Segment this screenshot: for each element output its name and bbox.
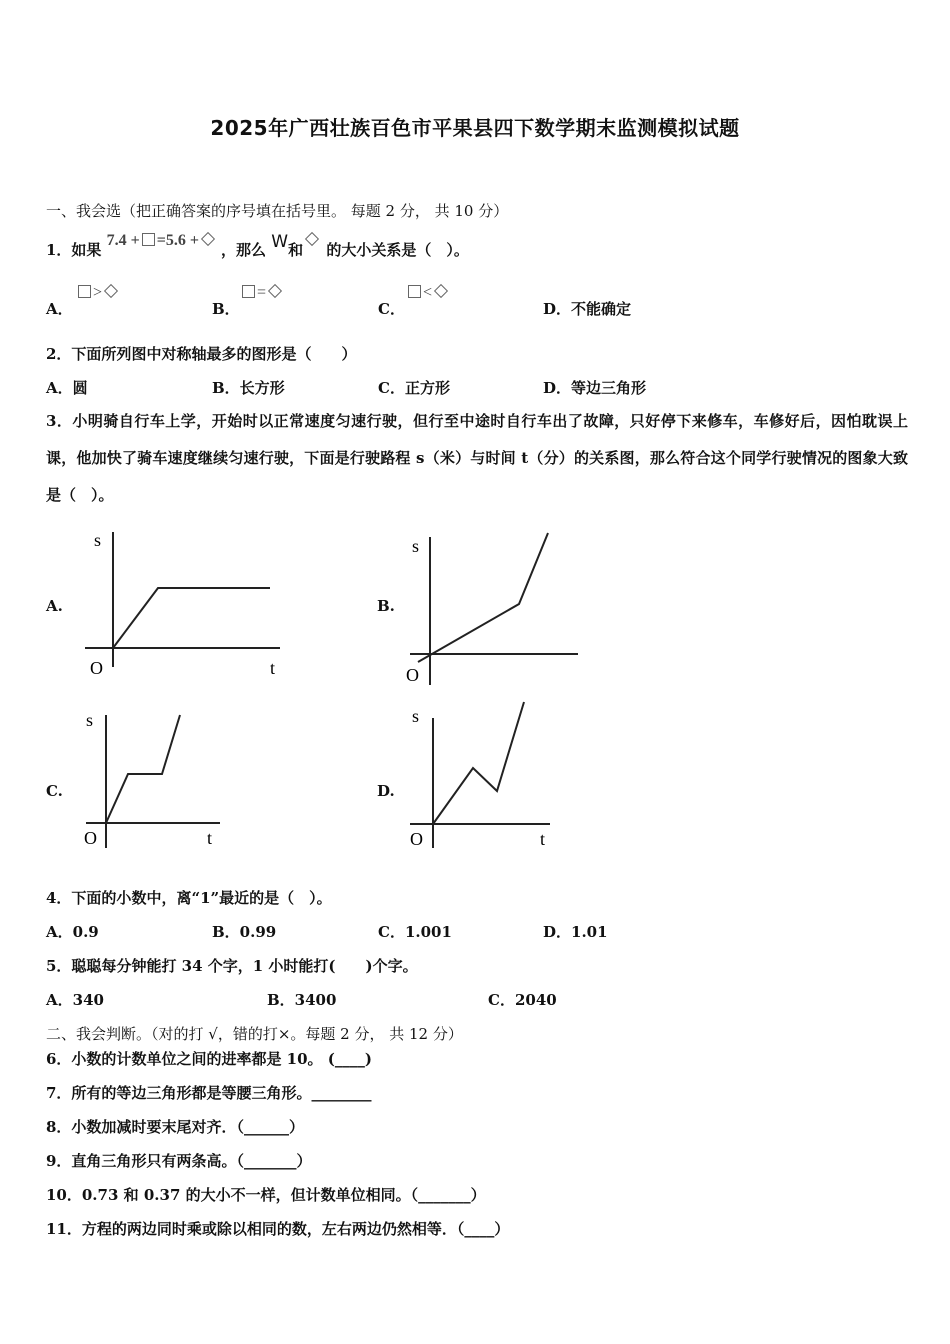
judgement-item: 9．直角三角形只有两条高。（_______）	[46, 1152, 312, 1170]
section1-heading: 一、我会选（把正确答案的序号填在括号里。 每题 2 分， 共 10 分）	[46, 202, 509, 220]
graph-a-x-label: t	[270, 658, 276, 678]
q2-text: 2．下面所列图中对称轴最多的图形是（ ）	[46, 345, 357, 363]
graph-a	[80, 522, 290, 682]
q1-option-d	[543, 299, 631, 319]
graph-b-curve	[418, 533, 548, 662]
q1-option-a-letter: A．	[46, 300, 73, 318]
q1-option-d-letter: D．	[543, 300, 572, 318]
page-title: 2025年广西壮族百色市平果县四下数学期末监测模拟试题	[210, 116, 740, 140]
q2-option-c: C．正方形	[378, 379, 450, 397]
graph-d-origin: O	[410, 829, 423, 849]
q1-formula-left: 7.4 +	[106, 232, 140, 249]
q1-formula	[107, 232, 221, 249]
relation-symbol: >	[93, 284, 103, 301]
q4-option-a: A．0.9	[46, 923, 99, 941]
square-icon	[78, 285, 91, 298]
q1-option-a-formula	[76, 284, 120, 302]
judgement-item: 10．0.73 和 0.37 的大小不一样，但计数单位相同。（_______）	[46, 1186, 486, 1204]
q2-option-b: B．长方形	[212, 379, 285, 397]
q1-option-c-formula	[406, 284, 450, 302]
q4-option-c: C．1.001	[378, 923, 452, 941]
q1-option-b-formula	[240, 284, 284, 302]
graph-a-origin: O	[90, 658, 103, 678]
q4-option-b: B．0.99	[212, 923, 277, 941]
q5-option-b: B．3400	[267, 991, 337, 1009]
graph-c-y-label: s	[86, 710, 94, 730]
q1-suffix2: 的大小关系是（ ）。	[326, 241, 469, 259]
q1-option-c-letter: C．	[378, 300, 405, 318]
judgement-item: 6．小数的计数单位之间的进率都是 10。 (____)	[46, 1050, 372, 1068]
square-icon	[142, 233, 155, 246]
graph-c	[80, 705, 230, 855]
q5-option-c: C．2040	[488, 991, 557, 1009]
q3-text: 3．小明骑自行车上学，开始时以正常速度匀速行驶，但行至中途时自行车出了故障，只好停下来修车，车修好后，因怕耽误上课，他加快了骑车速度继续匀速行驶，下面是行驶路程 s（米）与时间 t（分）的关系图，那么符合这个同学行驶情况的图象大致是（ ）。	[46, 412, 908, 504]
diamond-icon	[104, 284, 118, 298]
q4-text: 4．下面的小数中，离“1”最近的是（ ）。	[46, 889, 332, 907]
square-icon	[242, 285, 255, 298]
diamond-icon	[201, 232, 215, 246]
judgement-item: 7．所有的等边三角形都是等腰三角形。________	[46, 1084, 372, 1102]
graph-c-origin: O	[84, 828, 97, 848]
graph-c-letter: C.	[46, 782, 63, 800]
diamond-icon	[305, 232, 319, 246]
q1-option-d-text: 不能确定	[571, 300, 632, 318]
graph-d	[400, 698, 560, 858]
diamond-icon	[434, 284, 448, 298]
square-icon	[408, 285, 421, 298]
q1-formula-mid: =5.6 +	[156, 232, 200, 249]
graph-a-y-label: s	[94, 530, 102, 550]
graph-b-letter: B.	[377, 597, 395, 615]
relation-symbol: <	[423, 284, 433, 301]
q1-line	[46, 232, 469, 261]
q2-option-a: A．圆	[46, 379, 88, 397]
q1-suffix1: ，那么	[221, 241, 267, 259]
graph-d-curve	[433, 702, 524, 824]
graph-a-curve	[113, 588, 270, 648]
judgement-item: 8．小数加减时要末尾对齐．（______）	[46, 1118, 304, 1136]
graph-a-letter: A.	[46, 597, 63, 615]
diamond-icon	[268, 284, 282, 298]
graph-b	[400, 525, 585, 690]
graph-d-letter: D.	[377, 782, 395, 800]
relation-symbol: =	[257, 284, 267, 301]
q4-option-d: D．1.01	[543, 923, 608, 941]
graph-c-curve	[106, 715, 180, 823]
graph-b-origin: O	[406, 665, 419, 685]
graph-c-x-label: t	[207, 828, 213, 848]
q1-w-symbol: W	[271, 232, 289, 252]
section2-heading: 二、我会判断。（对的打 √，错的打×。每题 2 分， 共 12 分）	[46, 1025, 463, 1043]
judgement-item: 11．方程的两边同时乘或除以相同的数，左右两边仍然相等．（____）	[46, 1220, 510, 1238]
q2-option-d: D．等边三角形	[543, 379, 647, 397]
graph-d-x-label: t	[540, 829, 546, 849]
q5-text: 5．聪聪每分钟能打 34 个字，1 小时能打( )个字。	[46, 957, 418, 975]
q1-prefix: 1．如果	[46, 241, 102, 259]
graph-b-y-label: s	[412, 536, 420, 556]
q1-option-b-letter: B．	[212, 300, 240, 318]
q1-he: 和	[288, 241, 304, 259]
graph-d-y-label: s	[412, 706, 420, 726]
q5-option-a: A．340	[46, 991, 104, 1009]
